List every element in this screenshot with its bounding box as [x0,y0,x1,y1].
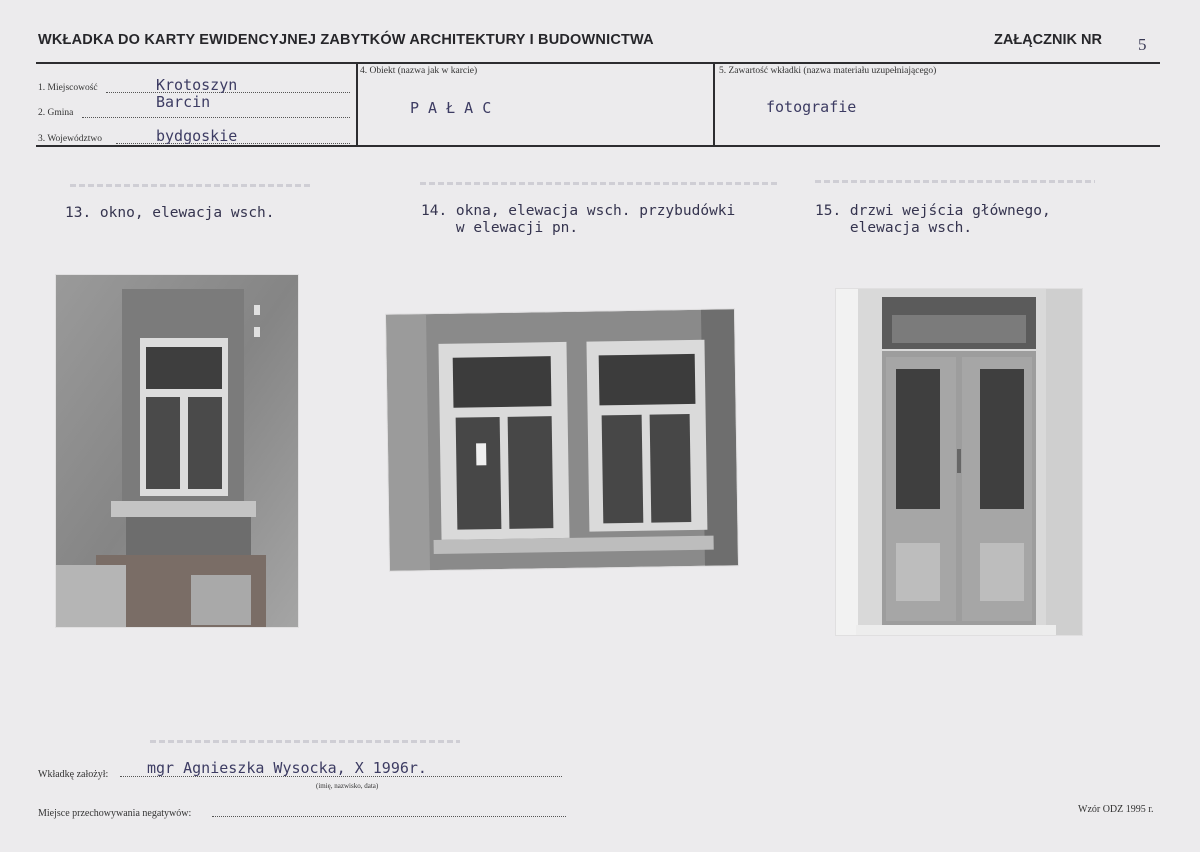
voivodeship-value: bydgoskie [156,127,238,145]
header-divider-1 [356,62,358,146]
contents-label: 5. Zawartość wkładki (nazwa materiału uzupełniającego) [719,66,937,76]
photo-14-caption: 14. okna, elewacja wsch. przybudówki w elewacji pn. [421,203,736,236]
object-value: P A Ł A C [410,99,492,117]
ghost-typing [420,182,780,185]
author-hint: (imię, nazwisko, data) [316,782,379,790]
annex-number: 5 [1138,35,1147,54]
photo-13-window [56,275,298,627]
photo-15-caption: 15. drzwi wejścia głównego, elewacja wsch. [815,203,1051,236]
author-value: mgr Agnieszka Wysocka, X 1996r. [147,759,427,777]
storage-dotted-line [212,816,566,817]
photo-14-windows [386,309,738,570]
annex-label: ZAŁĄCZNIK NR [994,32,1102,48]
header-bottom-rule [36,145,1160,147]
commune-dotted-line [82,117,350,118]
contents-value: fotografie [766,98,857,116]
header-top-rule [36,62,1160,64]
form-code: Wzór ODZ 1995 r. [1078,804,1154,815]
header-divider-2 [713,62,715,146]
photo-13-caption: 13. okno, elewacja wsch. [65,205,275,221]
ghost-typing [70,184,310,187]
object-label: 4. Obiekt (nazwa jak w karcie) [360,66,478,76]
author-label: Wkładkę założył: [38,769,109,780]
voivodeship-label: 3. Województwo [38,134,102,144]
form-title: WKŁADKA DO KARTY EWIDENCYJNEJ ZABYTKÓW ARCHITEKTURY I BUDOWNICTWA [38,32,654,48]
place-label: 1. Miejscowość [38,83,98,93]
ghost-typing [150,740,460,743]
place-value: Krotoszyn [156,76,238,94]
ghost-typing [815,180,1095,183]
photo-15-door [836,289,1082,635]
commune-value: Barcin [156,93,211,111]
commune-label: 2. Gmina [38,108,74,118]
storage-label: Miejsce przechowywania negatywów: [38,808,192,819]
